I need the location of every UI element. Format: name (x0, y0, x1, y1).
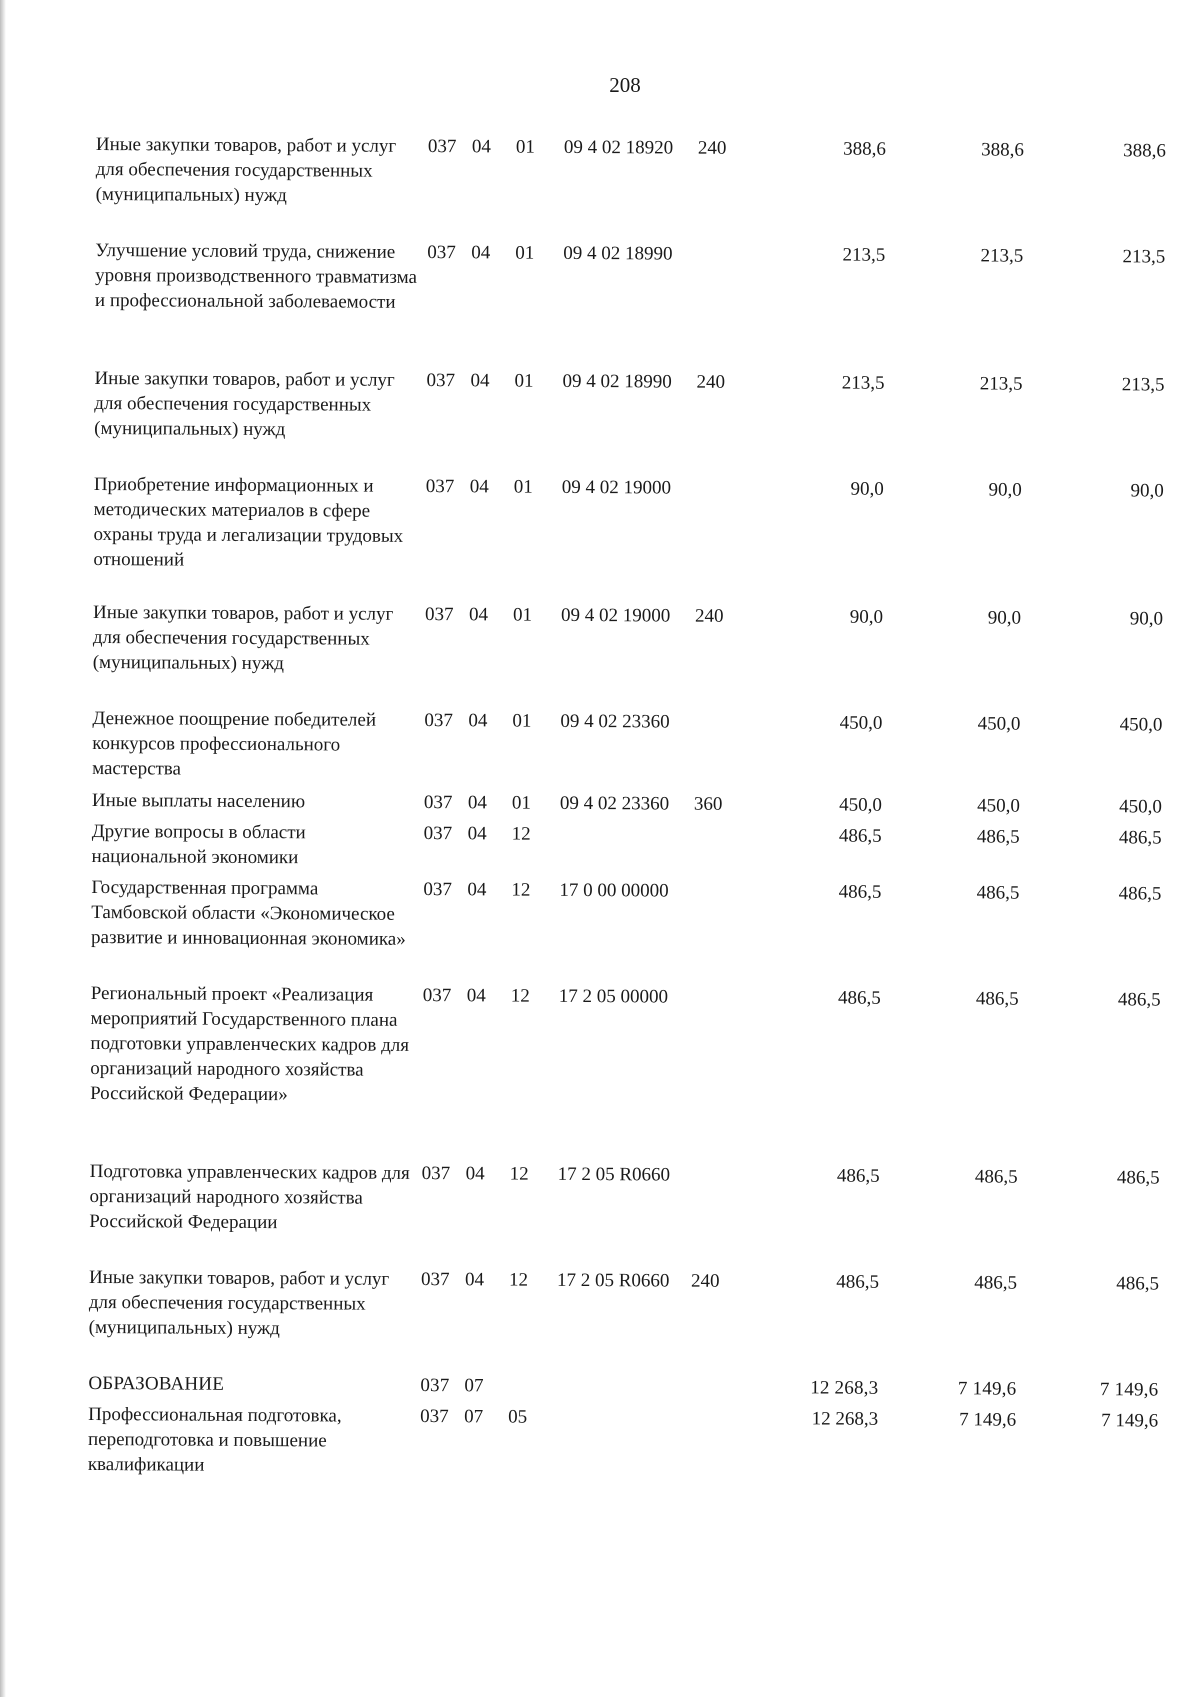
row-value-3: 213,5 (1122, 246, 1166, 268)
row-subsection: 01 (515, 242, 535, 264)
row-gov-code: 037 (421, 1163, 451, 1185)
row-target-article: 17 2 05 R0660 (556, 1269, 670, 1292)
table-row (91, 875, 1182, 982)
table-row (92, 706, 1182, 789)
row-value-2: 90,0 (988, 479, 1022, 501)
row-gov-code: 037 (426, 370, 456, 392)
row-gov-code: 037 (423, 823, 453, 845)
row-value-3: 7 149,6 (1101, 1410, 1159, 1432)
row-value-2: 213,5 (979, 373, 1023, 395)
row-expense-type (692, 985, 763, 1157)
row-value-1: 90,0 (849, 606, 884, 628)
row-value-3: 450,0 (1119, 714, 1163, 736)
row-section: 04 (468, 604, 489, 626)
row-name: Подготовка управленческих кадров для организаций народного хозяйства Российской Федерации (89, 1160, 410, 1234)
row-value-1: 213,5 (841, 372, 885, 394)
row-value-2: 450,0 (977, 795, 1020, 817)
row-value-3: 90,0 (1129, 608, 1164, 630)
row-name: Иные закупки товаров, работ и услуг для обеспечения государственных (муниципальных) нужд (92, 601, 394, 675)
row-value-2: 486,5 (974, 1166, 1018, 1188)
row-name: Другие вопросы в области национальной экономики (91, 820, 306, 869)
row-gov-code: 037 (420, 1375, 450, 1397)
row-expense-type: 240 (690, 1270, 720, 1292)
row-value-3: 90,0 (1130, 480, 1164, 502)
row-value-3: 7 149,6 (1099, 1379, 1159, 1401)
row-target-article: 09 4 02 18990 (562, 370, 672, 393)
row-target-article: 09 4 02 23360 (560, 710, 670, 733)
row-value-1: 450,0 (839, 794, 882, 816)
row-value-3: 486,5 (1117, 989, 1161, 1011)
row-value-2: 486,5 (976, 826, 1020, 848)
row-expense-type (694, 710, 764, 786)
row-value-1: 213,5 (842, 244, 886, 266)
row-subsection: 01 (512, 604, 533, 626)
row-value-2: 7 149,6 (957, 1378, 1017, 1400)
row-name: Приобретение информационных и методических материалов в сфере охраны труда и легализации трудовых отношений (93, 473, 404, 571)
table-row (89, 1159, 1180, 1266)
row-value-2: 486,5 (976, 882, 1020, 904)
row-expense-type: 240 (696, 371, 726, 393)
scan-edge-shadow (0, 0, 6, 1697)
row-gov-code: 037 (424, 604, 454, 626)
row-subsection: 01 (512, 710, 532, 732)
row-target-article: 17 0 00 00000 (559, 879, 669, 902)
table-row (93, 472, 1184, 601)
row-target-article: 09 4 02 19000 (561, 476, 672, 499)
budget-table (88, 132, 1186, 1491)
row-name: Иные закупки товаров, работ и услуг для обеспечения государственных (муниципальных) нужд (88, 1266, 390, 1340)
row-gov-code: 037 (424, 710, 453, 732)
row-gov-code: 037 (427, 242, 456, 264)
row-name: Региональный проект «Реализация мероприятий Государственного плана подготовки управленческих кадров для организаций народного хозяйства Российской Федерации» (90, 982, 410, 1106)
row-section: 04 (467, 823, 487, 845)
row-value-1: 486,5 (836, 1165, 880, 1187)
row-gov-code: 037 (423, 792, 453, 814)
row-gov-code: 037 (425, 476, 455, 498)
row-subsection: 12 (508, 1269, 529, 1291)
row-name: Улучшение условий труда, снижение уровня производственного травматизма и профессиональной заболеваемости (94, 239, 418, 313)
row-value-1: 486,5 (837, 987, 881, 1009)
row-value-1: 12 268,3 (810, 1377, 879, 1399)
row-value-3: 388,6 (1123, 140, 1166, 162)
row-subsection: 01 (511, 792, 531, 814)
row-target-article: 09 4 02 23360 (559, 792, 670, 815)
row-gov-code: 037 (427, 136, 457, 158)
table-row (95, 238, 1186, 367)
row-name: Профессиональная подготовка, переподготовка и повышение квалификации (87, 1403, 342, 1476)
row-expense-type: 240 (697, 137, 727, 159)
row-value-2: 486,5 (975, 988, 1019, 1010)
row-value-1: 388,6 (843, 138, 886, 160)
row-value-2: 90,0 (987, 607, 1022, 629)
row-section: 04 (471, 136, 491, 158)
row-subsection: 12 (509, 1163, 529, 1185)
row-name: Иные закупки товаров, работ и услуг для обеспечения государственных (муниципальных) нужд (94, 367, 395, 441)
row-value-2: 450,0 (977, 713, 1021, 735)
row-section: 04 (466, 985, 486, 1007)
row-value-2: 388,6 (981, 139, 1024, 161)
page-number: 208 (609, 73, 641, 97)
row-value-2: 7 149,6 (959, 1409, 1017, 1431)
row-value-2: 213,5 (980, 245, 1024, 267)
row-gov-code: 037 (420, 1269, 450, 1291)
row-name: Денежное поощрение победителей конкурсов профессионального мастерства (92, 707, 377, 780)
row-value-2: 486,5 (974, 1272, 1018, 1294)
row-value-3: 213,5 (1121, 374, 1165, 396)
row-target-article: 17 2 05 R0660 (557, 1163, 671, 1186)
table-row (90, 981, 1181, 1160)
table-row (92, 788, 1182, 820)
row-expense-type (693, 879, 764, 979)
row-subsection: 05 (508, 1406, 528, 1428)
row-value-1: 486,5 (838, 825, 882, 847)
row-expense-type (690, 1375, 760, 1400)
row-target-article (550, 1374, 690, 1400)
row-target-article: 09 4 02 19000 (560, 604, 671, 627)
row-expense-type (693, 823, 763, 873)
row-name: Государственная программа Тамбовской области «Экономическое развитие и инновационная экономика» (91, 876, 406, 950)
row-subsection (508, 1374, 550, 1399)
row-value-3: 486,5 (1118, 883, 1162, 905)
table-row (93, 600, 1184, 707)
table-row (88, 1371, 1178, 1403)
table-row (88, 1402, 1178, 1485)
row-subsection: 01 (513, 476, 533, 498)
row-subsection: 01 (515, 136, 535, 158)
row-section: 04 (471, 242, 491, 264)
row-name: ОБРАЗОВАНИЕ (88, 1372, 225, 1395)
row-target-article: 17 2 05 00000 (558, 985, 669, 1008)
row-target-article: 09 4 02 18920 (563, 136, 674, 159)
row-section: 04 (469, 476, 489, 498)
row-expense-type: 360 (693, 793, 723, 815)
row-target-article (550, 1405, 690, 1482)
row-value-1: 486,5 (838, 881, 882, 903)
row-value-1: 90,0 (850, 478, 884, 500)
row-target-article: 09 4 02 18990 (563, 242, 673, 265)
table-row (91, 819, 1181, 876)
row-value-1: 486,5 (836, 1271, 880, 1293)
table-row (94, 366, 1185, 473)
row-value-3: 486,5 (1116, 1273, 1160, 1295)
row-target-article (553, 822, 693, 873)
row-expense-type (691, 1163, 762, 1263)
row-expense-type (690, 1406, 760, 1482)
row-value-3: 486,5 (1116, 1167, 1160, 1189)
row-expense-type (697, 242, 768, 364)
row-value-3: 450,0 (1119, 796, 1162, 818)
row-value-1: 12 268,3 (811, 1408, 879, 1430)
row-section: 04 (470, 370, 490, 392)
row-section: 07 (464, 1375, 484, 1397)
row-section: 04 (467, 792, 487, 814)
row-section: 04 (464, 1269, 485, 1291)
row-section: 07 (464, 1406, 484, 1428)
row-section: 04 (467, 879, 487, 901)
row-value-1: 450,0 (839, 712, 883, 734)
row-subsection: 01 (514, 370, 534, 392)
row-subsection: 12 (511, 879, 531, 901)
row-value-3: 486,5 (1118, 827, 1162, 849)
row-gov-code: 037 (423, 879, 452, 901)
row-expense-type: 240 (694, 605, 724, 627)
row-section: 04 (468, 710, 488, 732)
table-row (88, 1265, 1179, 1372)
table-row (95, 132, 1186, 239)
row-section: 04 (465, 1163, 485, 1185)
row-gov-code: 037 (422, 985, 452, 1007)
row-subsection: 12 (511, 823, 531, 845)
row-expense-type (695, 476, 766, 598)
row-gov-code: 037 (420, 1406, 449, 1428)
row-name: Иные выплаты населению (91, 789, 306, 813)
row-subsection: 12 (510, 985, 530, 1007)
row-name: Иные закупки товаров, работ и услуг для обеспечения государственных (муниципальных) нужд (95, 133, 397, 207)
